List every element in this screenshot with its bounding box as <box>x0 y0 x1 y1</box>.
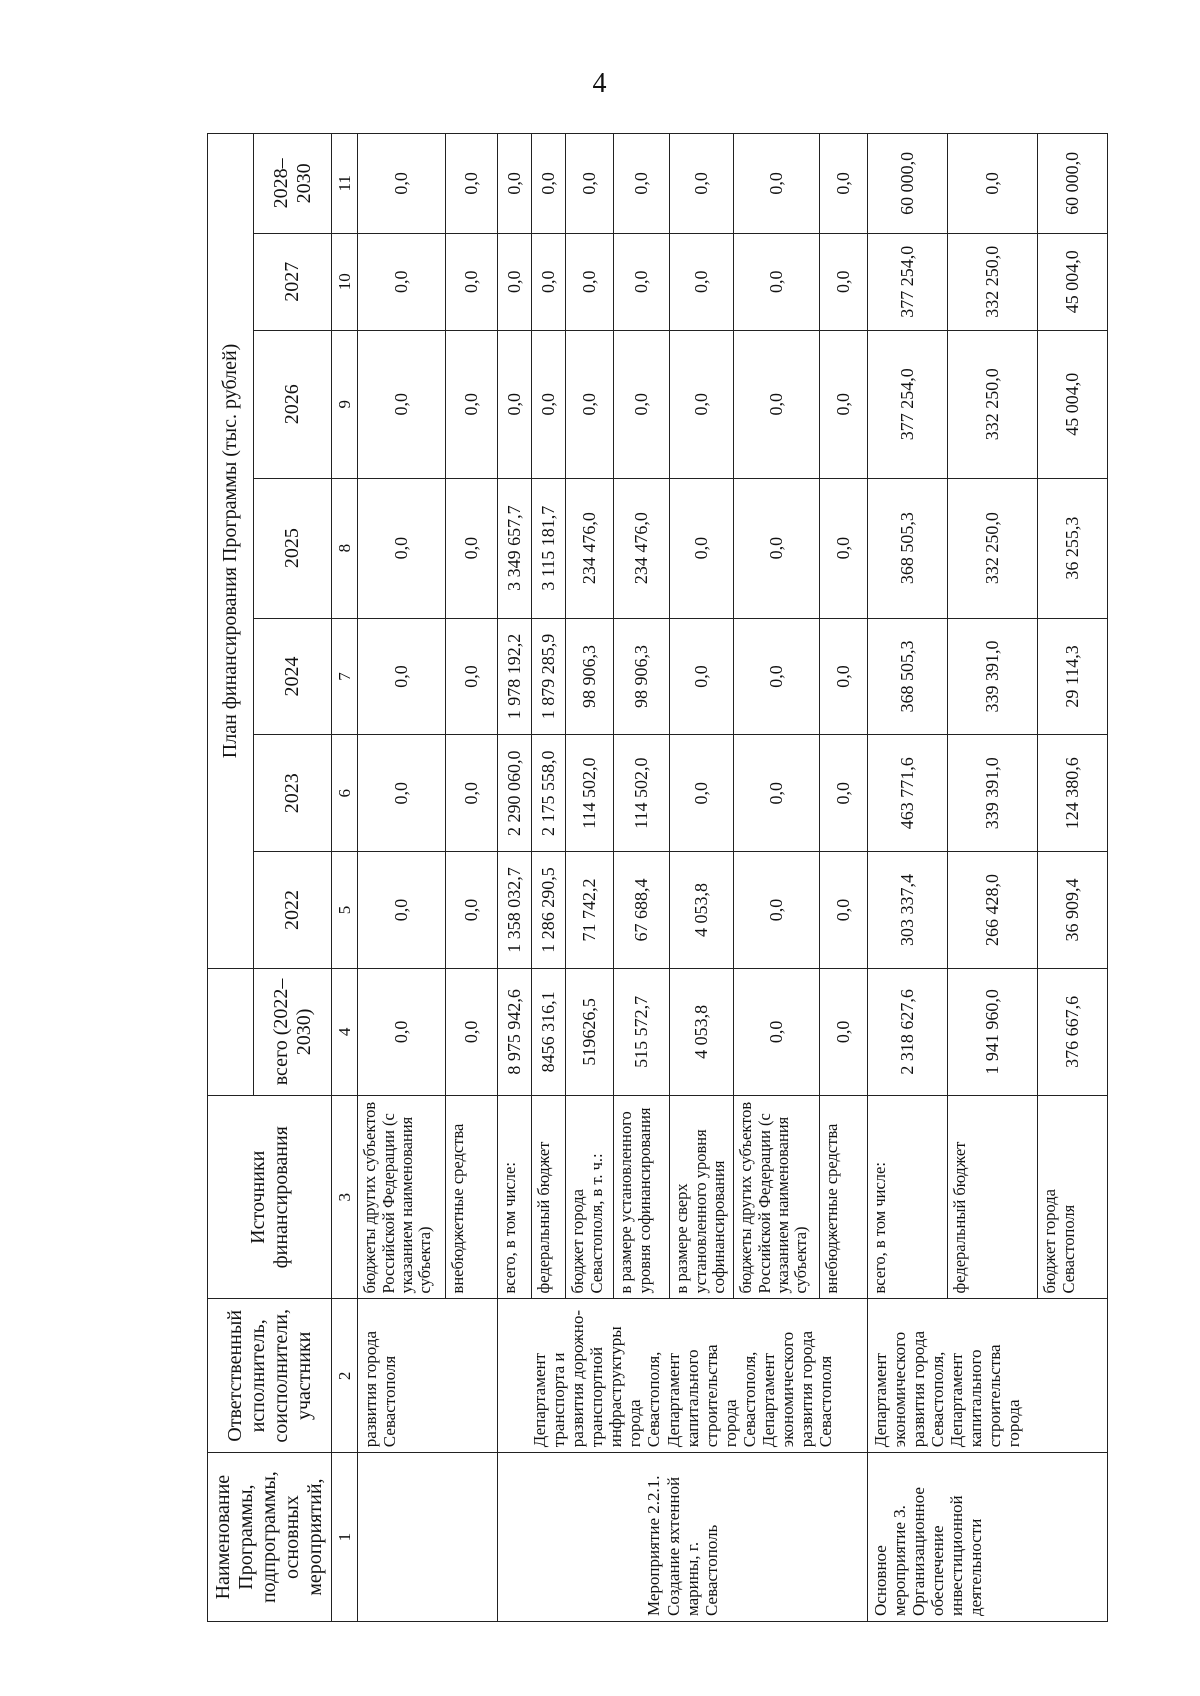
header-total-empty <box>208 968 254 1095</box>
value-cell: 0,0 <box>614 330 670 478</box>
value-cell: 0,0 <box>734 478 820 618</box>
value-cell: 0,0 <box>498 134 532 234</box>
value-cell: 0,0 <box>566 134 614 234</box>
header-executor: Ответственный исполнитель, соисполнители, участники <box>208 1299 332 1453</box>
value-cell: 0,0 <box>734 968 820 1095</box>
value-cell: 0,0 <box>532 233 566 330</box>
value-cell: 0,0 <box>358 968 446 1095</box>
value-cell: 29 114,3 <box>1038 618 1108 735</box>
header-year: 2025 <box>254 478 332 618</box>
funding-source-cell: внебюджетные средства <box>446 1096 498 1299</box>
value-cell: 0,0 <box>820 618 868 735</box>
value-cell: 332 250,0 <box>948 233 1038 330</box>
value-cell: 0,0 <box>734 134 820 234</box>
value-cell: 2 318 627,6 <box>868 968 948 1095</box>
value-cell: 368 505,3 <box>868 478 948 618</box>
value-cell: 0,0 <box>820 134 868 234</box>
column-index: 11 <box>332 134 358 234</box>
column-index: 4 <box>332 968 358 1095</box>
value-cell: 0,0 <box>820 330 868 478</box>
value-cell: 114 502,0 <box>566 735 614 852</box>
value-cell: 60 000,0 <box>868 134 948 234</box>
value-cell: 376 667,6 <box>1038 968 1108 1095</box>
value-cell: 0,0 <box>734 330 820 478</box>
value-cell: 303 337,4 <box>868 852 948 969</box>
executor-cell: развития города Севастополя <box>358 1299 498 1453</box>
value-cell: 0,0 <box>446 478 498 618</box>
value-cell: 0,0 <box>446 134 498 234</box>
value-cell: 60 000,0 <box>1038 134 1108 234</box>
value-cell: 332 250,0 <box>948 478 1038 618</box>
value-cell: 0,0 <box>820 735 868 852</box>
value-cell: 339 391,0 <box>948 735 1038 852</box>
value-cell: 0,0 <box>614 134 670 234</box>
header-year: 2023 <box>254 735 332 852</box>
value-cell: 2 290 060,0 <box>498 735 532 852</box>
value-cell: 0,0 <box>446 968 498 1095</box>
value-cell: 0,0 <box>498 233 532 330</box>
value-cell: 0,0 <box>820 968 868 1095</box>
value-cell: 463 771,6 <box>868 735 948 852</box>
funding-source-cell: бюджет города Севастополя <box>1038 1096 1108 1299</box>
executor-cell: Департамент транспорта и развития дорожно-транспортной инфраструктуры города Севастополя, Департамент капитального строительства города Севастополя, Департамент экономического развития города Севастополя <box>498 1299 868 1453</box>
value-cell: 0,0 <box>446 233 498 330</box>
executor-cell: Департамент экономического развития города Севастополя, Департамент капитального строительства города <box>868 1299 1108 1453</box>
value-cell: 0,0 <box>446 735 498 852</box>
column-index: 3 <box>332 1096 358 1299</box>
value-cell: 0,0 <box>358 233 446 330</box>
header-plan-title: План финансирования Программы (тыс. рублей) <box>208 134 254 969</box>
value-cell: 98 906,3 <box>566 618 614 735</box>
value-cell: 36 909,4 <box>1038 852 1108 969</box>
value-cell: 8 975 942,6 <box>498 968 532 1095</box>
value-cell: 0,0 <box>358 134 446 234</box>
value-cell: 45 004,0 <box>1038 233 1108 330</box>
value-cell: 0,0 <box>670 735 734 852</box>
value-cell: 8456 316,1 <box>532 968 566 1095</box>
funding-source-cell: в размере установленного уровня софинансирования <box>614 1096 670 1299</box>
column-index: 2 <box>332 1299 358 1453</box>
rotated-table-wrapper <box>207 133 1083 1622</box>
header-total: всего (2022–2030) <box>254 968 332 1095</box>
value-cell: 1 941 960,0 <box>948 968 1038 1095</box>
funding-source-cell: бюджет города Севастополя, в т. ч.: <box>566 1096 614 1299</box>
value-cell: 0,0 <box>734 852 820 969</box>
value-cell: 4 053,8 <box>670 968 734 1095</box>
value-cell: 3 349 657,7 <box>498 478 532 618</box>
value-cell: 0,0 <box>498 330 532 478</box>
value-cell: 0,0 <box>532 330 566 478</box>
value-cell: 234 476,0 <box>566 478 614 618</box>
value-cell: 377 254,0 <box>868 233 948 330</box>
value-cell: 368 505,3 <box>868 618 948 735</box>
funding-source-cell: бюджеты других субъектов Российской Федерации (с указанием наименования субъекта) <box>358 1096 446 1299</box>
value-cell: 332 250,0 <box>948 330 1038 478</box>
value-cell: 124 380,6 <box>1038 735 1108 852</box>
value-cell: 2 175 558,0 <box>532 735 566 852</box>
value-cell: 0,0 <box>532 134 566 234</box>
value-cell: 71 742,2 <box>566 852 614 969</box>
value-cell: 0,0 <box>948 134 1038 234</box>
value-cell: 0,0 <box>734 618 820 735</box>
value-cell: 98 906,3 <box>614 618 670 735</box>
program-name-cell: Основное мероприятие 3. Организационное обеспечение инвестиционной деятельности <box>868 1453 1108 1622</box>
value-cell: 0,0 <box>734 233 820 330</box>
value-cell: 0,0 <box>820 233 868 330</box>
funding-source-cell: внебюджетные средства <box>820 1096 868 1299</box>
value-cell: 0,0 <box>446 330 498 478</box>
value-cell: 45 004,0 <box>1038 330 1108 478</box>
value-cell: 67 688,4 <box>614 852 670 969</box>
funding-source-cell: федеральный бюджет <box>532 1096 566 1299</box>
header-year: 2026 <box>254 330 332 478</box>
value-cell: 1 879 285,9 <box>532 618 566 735</box>
value-cell: 0,0 <box>566 330 614 478</box>
header-year: 2027 <box>254 233 332 330</box>
column-index: 1 <box>332 1453 358 1622</box>
value-cell: 339 391,0 <box>948 618 1038 735</box>
value-cell: 4 053,8 <box>670 852 734 969</box>
value-cell: 3 115 181,7 <box>532 478 566 618</box>
header-year: 2022 <box>254 852 332 969</box>
header-year: 2028–2030 <box>254 134 332 234</box>
program-name-cell <box>358 1453 498 1622</box>
value-cell: 0,0 <box>358 330 446 478</box>
financing-plan-table <box>207 133 1108 1622</box>
value-cell: 36 255,3 <box>1038 478 1108 618</box>
value-cell: 0,0 <box>358 478 446 618</box>
value-cell: 1 358 032,7 <box>498 852 532 969</box>
column-index: 5 <box>332 852 358 969</box>
value-cell: 266 428,0 <box>948 852 1038 969</box>
value-cell: 0,0 <box>566 233 614 330</box>
value-cell: 519626,5 <box>566 968 614 1095</box>
header-name: Наименование Программы, подпрограммы, основных мероприятий, <box>208 1453 332 1622</box>
header-sources: Источники финансирования <box>208 1096 332 1299</box>
value-cell: 0,0 <box>670 233 734 330</box>
funding-source-cell: бюджеты других субъектов Российской Федерации (с указанием наименования субъекта) <box>734 1096 820 1299</box>
value-cell: 0,0 <box>670 134 734 234</box>
value-cell: 0,0 <box>358 852 446 969</box>
value-cell: 0,0 <box>670 478 734 618</box>
value-cell: 377 254,0 <box>868 330 948 478</box>
page-number: 4 <box>592 68 608 99</box>
value-cell: 114 502,0 <box>614 735 670 852</box>
value-cell: 0,0 <box>820 852 868 969</box>
value-cell: 1 286 290,5 <box>532 852 566 969</box>
funding-source-cell: в размере сверх установленного уровня софинансирования <box>670 1096 734 1299</box>
value-cell: 515 572,7 <box>614 968 670 1095</box>
value-cell: 0,0 <box>820 478 868 618</box>
program-name-cell: Мероприятие 2.2.1. Создание яхтенной марины, г. Севастополь <box>498 1453 868 1622</box>
funding-source-cell: федеральный бюджет <box>948 1096 1038 1299</box>
table-row <box>868 134 948 1622</box>
table-row <box>358 134 446 1622</box>
value-cell: 0,0 <box>446 618 498 735</box>
funding-source-cell: всего, в том числе: <box>498 1096 532 1299</box>
value-cell: 0,0 <box>734 735 820 852</box>
column-index: 7 <box>332 618 358 735</box>
value-cell: 234 476,0 <box>614 478 670 618</box>
value-cell: 0,0 <box>670 330 734 478</box>
column-index: 9 <box>332 330 358 478</box>
table-row <box>498 134 532 1622</box>
value-cell: 0,0 <box>670 618 734 735</box>
value-cell: 1 978 192,2 <box>498 618 532 735</box>
column-index: 10 <box>332 233 358 330</box>
value-cell: 0,0 <box>614 233 670 330</box>
header-year: 2024 <box>254 618 332 735</box>
funding-source-cell: всего, в том числе: <box>868 1096 948 1299</box>
column-index: 6 <box>332 735 358 852</box>
column-index: 8 <box>332 478 358 618</box>
value-cell: 0,0 <box>358 735 446 852</box>
value-cell: 0,0 <box>446 852 498 969</box>
value-cell: 0,0 <box>358 618 446 735</box>
